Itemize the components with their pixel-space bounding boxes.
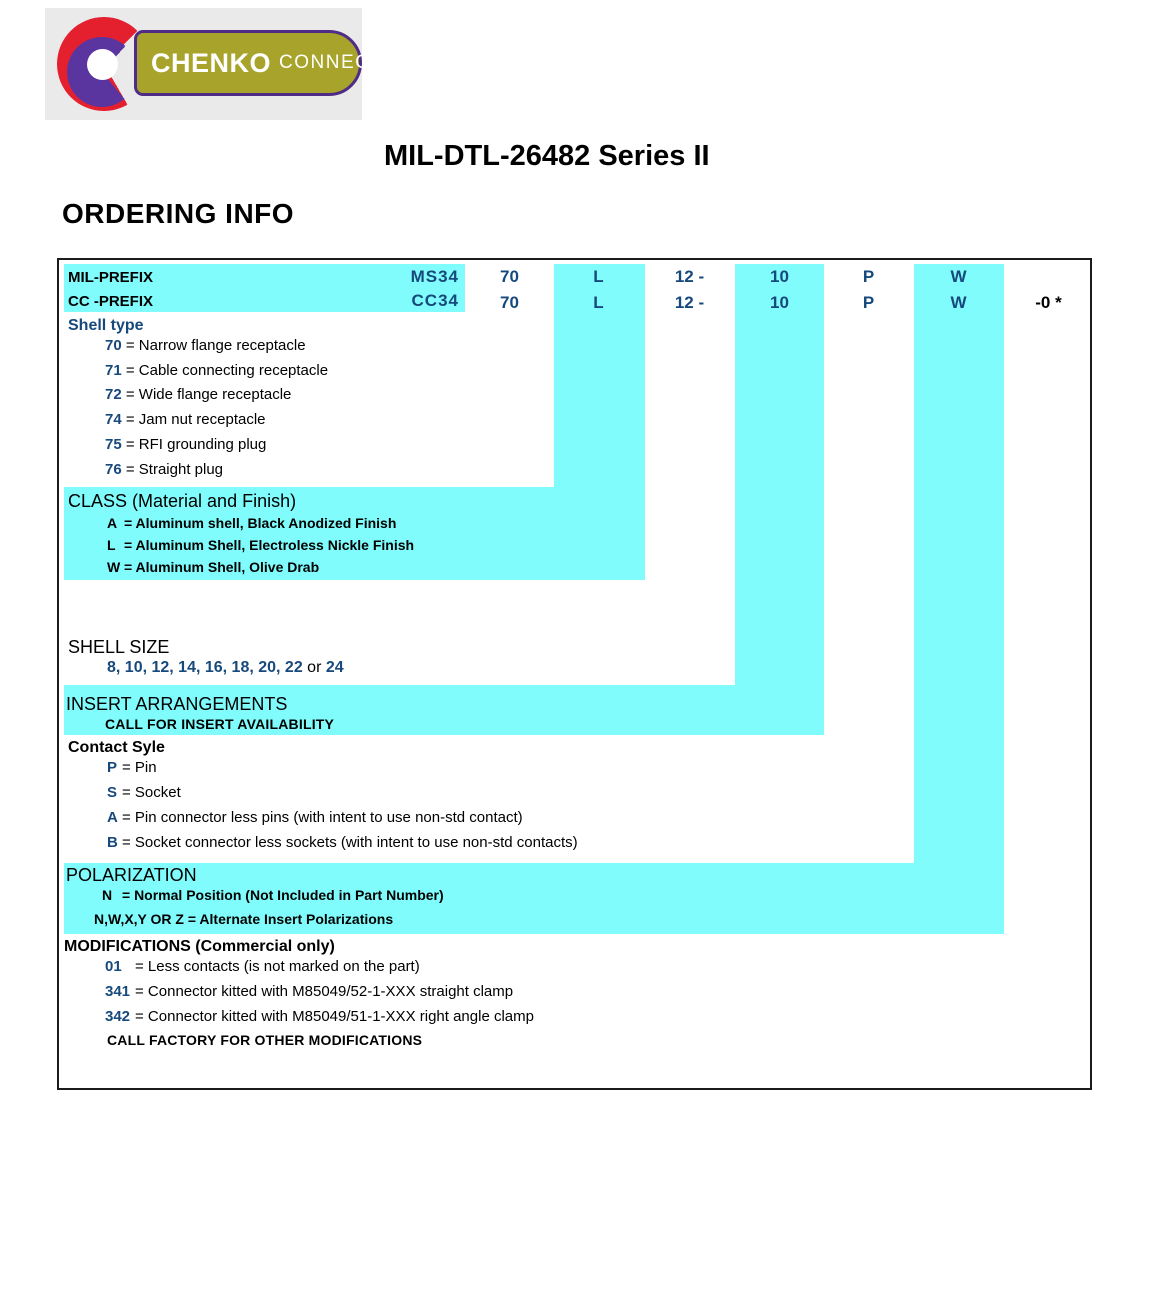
contact-item: A = Pin connector less pins (with intent to use non-std contact) bbox=[107, 809, 523, 826]
ordering-table bbox=[57, 258, 1092, 1090]
polarization-item: N,W,X,Y OR Z = Alternate Insert Polarizations bbox=[94, 911, 394, 927]
polarization-item: N = Normal Position (Not Included in Part Number) bbox=[102, 887, 444, 903]
shell-size-title: SHELL SIZE bbox=[68, 637, 170, 657]
logo-pill bbox=[134, 30, 429, 96]
logo-center-hole bbox=[87, 49, 118, 80]
cc-prefix-code: CC34 bbox=[411, 291, 459, 310]
shell-type-item: 70 = Narrow flange receptacle bbox=[105, 337, 306, 354]
part-cell-class-row2: L bbox=[593, 293, 604, 312]
part-cell-insert-row2: 10 bbox=[770, 293, 789, 312]
document-title: MIL-DTL-26482 Series II bbox=[384, 140, 710, 172]
shell-type-title: Shell type bbox=[68, 317, 144, 334]
insert-column-highlight bbox=[735, 264, 824, 735]
shell-size-values: 8, 10, 12, 14, 16, 18, 20, 22 or 24 bbox=[107, 659, 344, 676]
part-cell-contact-row1: P bbox=[862, 267, 875, 286]
logo-brand-text: CHENKO bbox=[151, 47, 272, 78]
part-cell-shell-row2: 70 bbox=[500, 293, 519, 312]
part-cell-size-row1: 12 - bbox=[674, 267, 705, 286]
mil-prefix-label: MIL-PREFIX bbox=[68, 269, 153, 286]
polarization-column-highlight bbox=[914, 264, 1004, 934]
insert-title: INSERT ARRANGEMENTS bbox=[66, 694, 288, 714]
mil-prefix-code: MS34 bbox=[410, 267, 459, 286]
contact-style-title: Contact Syle bbox=[68, 739, 165, 756]
part-cell-class-row1: L bbox=[593, 267, 604, 286]
shell-type-item: 74 = Jam nut receptacle bbox=[105, 411, 266, 428]
shell-type-item: 76 = Straight plug bbox=[105, 461, 224, 478]
class-item: L = Aluminum Shell, Electroless Nickle Finish bbox=[107, 537, 415, 553]
part-cell-mod-row2: -0 * bbox=[1035, 293, 1062, 312]
modification-item: 342 = Connector kitted with M85049/51-1-XXX right angle clamp bbox=[105, 1008, 534, 1025]
polarization-title: POLARIZATION bbox=[66, 865, 197, 885]
class-item: W = Aluminum Shell, Olive Drab bbox=[107, 559, 320, 575]
part-cell-size-row2: 12 - bbox=[674, 293, 705, 312]
contact-item: S = Socket bbox=[107, 784, 181, 801]
modifications-note: CALL FACTORY FOR OTHER MODIFICATIONS bbox=[107, 1032, 423, 1048]
contact-item: P = Pin bbox=[107, 759, 157, 776]
page-heading: ORDERING INFO bbox=[62, 198, 295, 229]
cc-prefix-label: CC -PREFIX bbox=[68, 293, 154, 310]
modifications-title: MODIFICATIONS (Commercial only) bbox=[64, 938, 335, 955]
class-title: CLASS (Material and Finish) bbox=[68, 491, 297, 511]
shell-type-item: 75 = RFI grounding plug bbox=[105, 436, 267, 453]
logo-background bbox=[45, 8, 429, 120]
insert-note: CALL FOR INSERT AVAILABILITY bbox=[105, 716, 335, 732]
contact-item: B = Socket connector less sockets (with intent to use non-std contacts) bbox=[107, 834, 578, 851]
part-cell-insert-row1: 10 bbox=[770, 267, 789, 286]
shell-type-item: 72 = Wide flange receptacle bbox=[105, 386, 292, 403]
part-cell-polar-row2: W bbox=[950, 293, 967, 312]
logo-word-text: CONNECTORS bbox=[279, 52, 429, 73]
part-cell-polar-row1: W bbox=[950, 267, 967, 286]
class-item: A = Aluminum shell, Black Anodized Finish bbox=[107, 515, 397, 531]
part-cell-contact-row2: P bbox=[862, 293, 875, 312]
part-cell-shell-row1: 70 bbox=[500, 267, 519, 286]
shell-type-item: 71 = Cable connecting receptacle bbox=[105, 362, 329, 379]
modification-item: 341 = Connector kitted with M85049/52-1-XXX straight clamp bbox=[105, 983, 514, 1000]
modification-item: 01 = Less contacts (is not marked on the part) bbox=[105, 958, 420, 975]
